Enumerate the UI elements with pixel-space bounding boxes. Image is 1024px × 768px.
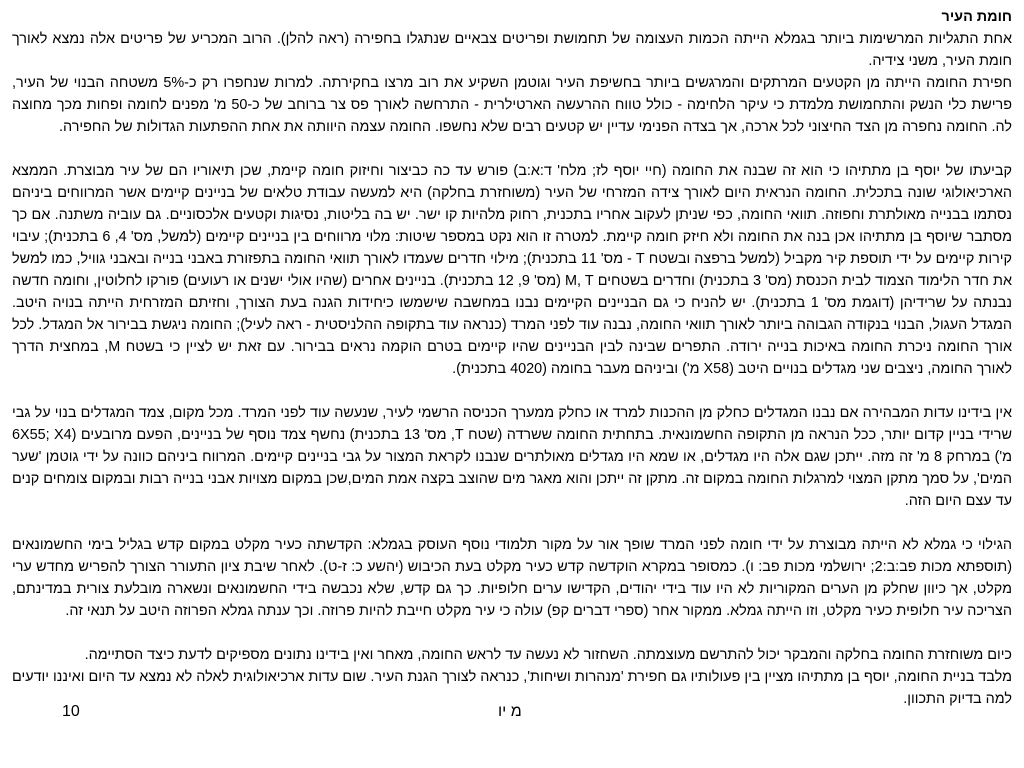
page-footer-label: מ יו bbox=[498, 703, 522, 720]
paragraph-spacer bbox=[12, 380, 1012, 402]
paragraph-towers: אין בידינו עדות המבהירה אם נבנו המגדלים כחלק מן ההכנות למרד או כחלק ממערך הכניסה הרשמי לעיר, שנעשה עוד לפני המרד. מכל מקום, צמד המגדלים בנוי על גבי שרידי בניין קדום יותר, ככל הנראה מן התקופה החשמונאית. בתחתית החומה ששרדה (שטח T, מס' 13 בתכנית) נחשף צמד נוסף של בניינים, הפעם מרובעים (6X55; X4 מ') במרחק 8 מ' זה מזה. ייתכן שגם אלה היו מגדלים, או שמא היו מגדלים מאולתרים שנבנו לקראת המצור על גבי בניינים קיימים. המרווח ביניהם כוונה על ידי גוטמן 'שער המים', על סמך מתקן המצוי למרגלות החומה במקום זה. מתקן זה ייתכן והוא מאגר מים שהוצב בקצה אמת המים,שכן במקום מצויות אבני בנייה רבות ובמקום צומחים קנים עד עצם היום הזה. bbox=[12, 405, 1013, 509]
paragraph-spacer bbox=[12, 512, 1012, 534]
paragraph-excavation: חפירת החומה הייתה מן הקטעים המרתקים והמרגשים ביותר בחשיפת העיר וגוטמן השקיע את רוב מרצו בחקירתה. למרות שנחפרו רק כ-5% משטחה הבנוי של העיר, פרישת כלי הנשק והתחמושת מלמדת כי עיקר הלחימה - כולל טווח ההרעשה הארטילרית - התרחשה לאורך פס צר ברוחב של כ-50 מ' מפנים לחומה ופחות מכך מחוצה לה. החומה נחפרה מן הצד החיצוני לכל ארכה, אך בצדה הפנימי עדיין יש קטעים רבים שלא נחשפו. החומה עצמה היוותה את אחת ההפתעות הגדולות של החפירה. bbox=[12, 75, 1012, 135]
paragraph-spacer bbox=[12, 622, 1012, 644]
section-title: חומת העיר bbox=[941, 9, 1012, 25]
page-number: 10 bbox=[62, 703, 80, 720]
paragraph-wall-construction: קביעתו של יוסף בן מתתיהו כי הוא זה שבנה את החומה (חיי יוסף לז; מלח' ד:א:ב) פורש עד כה כביצור וחיזוק חומה קיימת, שכן תיאוריו הם של עיר מבוצרת. הממצא הארכיאולוגי שונה בתכלית. החומה הנראית היום לאורך צידה המזרחי של העיר (משוחזרת בחלקה) היא למעשה עבודת טלאים של בניינים קיימים אשר המרווחים ביניהם נסתמו בבנייה מאולתרת וחפוזה. תוואי החומה, כפי שניתן לעקוב אחריו בתכנית, רחוק מלהיות קו ישר. יש בה בליטות, נסיגות וקטעים אלכסוניים. גם עוביה משתנה. אם כך מסתבר שיוסף בן מתתיהו אכן בנה את החומה ולא חיזק חומה קיימת. למטרה זו הוא נקט במספר שיטות: מלוי מרווחים בין בניינים קיימים (למשל, מס' 4, 6 בתכנית); עיבוי קירות קיימים על ידי תוספת קיר מקביל (למשל ברפצה ובשטח T - מס' 11 בתכנית); מילוי חדרים שעמדו לאורך תוואי החומה בתפזורת באבני בנייה ובאבני גוויל, כמו למשל את חדר הלימוד הצמוד לבית הכנסת (מס' 3 בתכנית) וחדרים בשטחים M, T (מס' 9, 12 בתכנית). בניינים אחרים (שהיו אולי ישנים או רעועים) פורקו לחלוטין, וחומה חדשה נבנתה על שרידיהן (דוגמת מס' 1 בתכנית). יש להניח כי גם הבניינים הקיימים נבנו במחשבה שישמשו כיחידות הגנה בעת הצורך, וחזיתם המזרחית הייתה בנויה היטב. המגדל העגול, הבנוי בנקודה הגבוהה ביותר לאורך תוואי החומה, נבנה עוד לפני המרד (כנראה עוד בתקופה ההלניסטית - ראה לעיל); החומה ניגשת בבירור אל המגדל. לכל אורך החומה ניכרת החומה באיכות בנייה ירודה. התפרים שבינה לבין הבניינים שהיו קיימים בטרם הוקמה נראים בבירור. עם זאת יש לציין כי בשטח M, במחצית הדרך לאורך החומה, ניצבים שני מגדלים בנויים היטב (X58 מ') וביניהם מעבר בחומה (4020 בתכנית). bbox=[12, 163, 1013, 377]
paragraph-spacer bbox=[12, 138, 1012, 160]
paragraph-restoration: כיום משוחזרת החומה בחלקה והמבקר יכול להתרשם מעוצמתה. השחזור לא נעשה עד לראש החומה, מאחר ואין בידינו נתונים מספיקים לדעת כיצד הסתיימה. bbox=[84, 647, 1012, 663]
paragraph-intro: אחת התגליות המרשימות ביותר בגמלא הייתה הכמות העצומה של תחמושת ופריטים צבאיים שנתגלו בחפירה (ראה להלן). הרוב המכריע של פריטים אלה נמצא לאורך חומת העיר, משני צידיה. bbox=[12, 31, 1012, 69]
paragraph-city-of-refuge: הגילוי כי גמלא לא הייתה מבוצרת על ידי חומה לפני המרד שופך אור על מקור תלמודי נוסף העוסק בגמלא: הקדשתה כעיר מקלט במקום קדש בגליל בימי החשמונאים (תוספתא מכות פב:ב:2; ירושלמי מכות פב: ו). כמסופר במקרא הוקדשה קדש כעיר מקלט בעת הכיבוש (יהשע כ: ז-ט). לאחר שיבת ציון התעורר הצורך להפריש מחדש ערי מקלט, אך כיוון שחלק מן הערים המקוריות לא היו עוד בידי יהודים, הקדישו ערים חלופיות. כך גם קדש, שלא נכבשה בידי החשמונאים ונשארה מובלעת צורית במדינתם, הצריכה עיר חלופית כעיר מקלט, וזו הייתה גמלא. ממקור אחר (ספרי דברים קפ) עולה כי עיר מקלט חייבת להיות פרוזה. וכך ענתה גמלא הפרוזה היטב על תנאי זה. bbox=[12, 537, 1012, 619]
paragraph-tunnels: מלבד בניית החומה, יוסף בן מתתיהו מציין בין פעולותיו גם חפירת 'מנהרות ושיחות', כנראה לצורך הגנת העיר. שום עדות ארכיאולוגית לאלה לא נמצא עד היום ואיננו יודעים למה בדיוק התכוון. bbox=[12, 669, 1012, 707]
document-page bbox=[12, 6, 1012, 710]
